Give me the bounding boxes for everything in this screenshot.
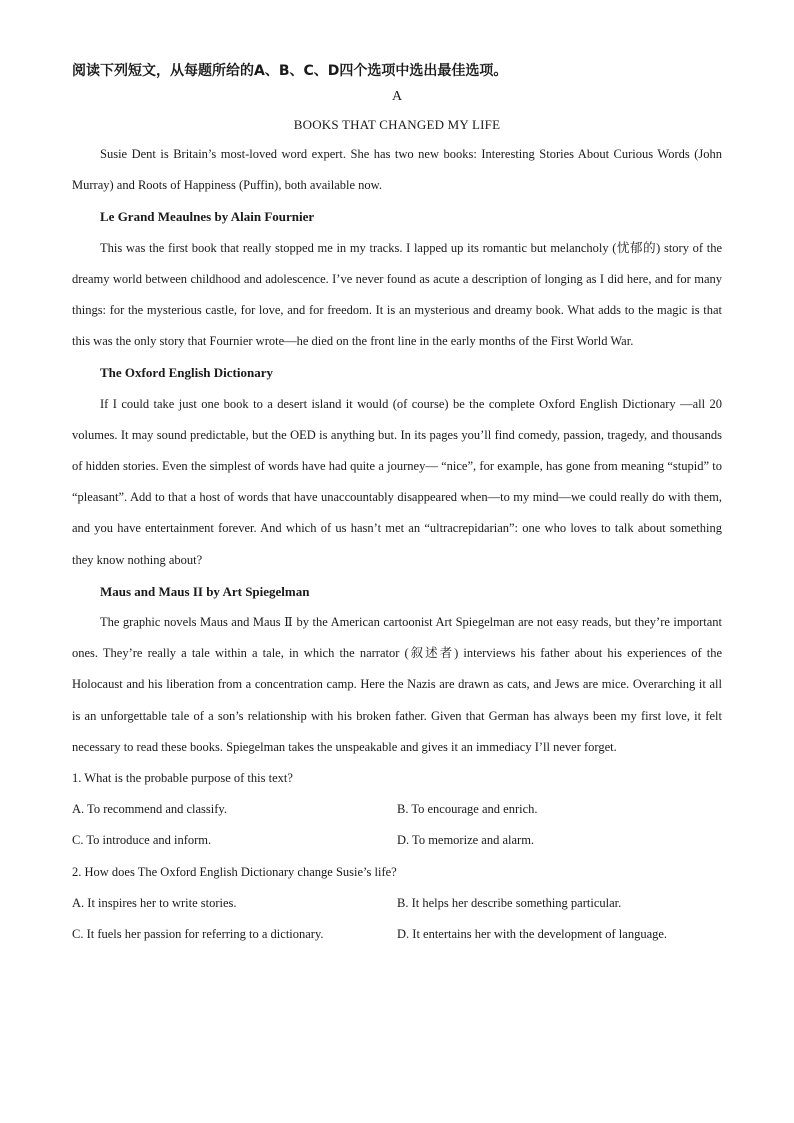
option-b: B. To encourage and enrich. xyxy=(397,802,538,817)
passage-title: BOOKS THAT CHANGED MY LIFE xyxy=(293,117,501,132)
book-heading: Maus and Maus II by Art Spiegelman xyxy=(100,583,310,599)
book-paragraph: This was the first book that really stopped me in my tracks. I lapped up its romantic but melancholy (忧郁的) story of the dreamy world between childhood and adolescence. I’ve never found as acute a description of longing as I did here, and for many things: for the mysterious castle, for love, and for freedom. It is an mysterious and dreamy book. What adds to the magic is that this was the only story that Fournier wrote—he died on the front line in the early months of the First World War. xyxy=(72,240,722,349)
option-d: D. It entertains her with the development of language. xyxy=(397,927,668,942)
book-paragraph: The graphic novels Maus and Maus Ⅱ by the American cartoonist Art Spiegelman are not easy reads, but they’re important ones. They’re really a tale within a tale, in which the narrator (叙述者) interviews his father about his experiences of the Holocaust and his liberation from a concentration camp. Here the Nazis are drawn as cats, and Jews are mice. Overarching it all is an unforgettable tale of a son’s relationship with his broken father. Given that German has always been my first love, it felt necessary to read these books. Spiegelman takes the unspeakable and gives it an immediacy I’ll never forget. xyxy=(72,615,722,754)
option-row xyxy=(72,794,722,825)
book-heading: The Oxford English Dictionary xyxy=(100,365,273,381)
instruction-text: 阅读下列短文，从每题所给的A、B、C、D四个选项中选出最佳选项。 xyxy=(72,63,508,79)
option-c: C. To introduce and inform. xyxy=(72,833,212,848)
option-a: A. It inspires her to write stories. xyxy=(72,895,237,910)
option-row xyxy=(72,919,722,950)
option-d: D. To memorize and alarm. xyxy=(397,833,535,848)
section-letter: A xyxy=(391,89,403,104)
book-heading: Le Grand Meaulnes by Alain Fournier xyxy=(100,209,315,225)
option-c: C. It fuels her passion for referring to a dictionary. xyxy=(72,927,324,942)
question-stem: 2. How does The Oxford English Dictionary change Susie’s life? xyxy=(72,864,397,879)
book-paragraph: If I could take just one book to a desert island it would (of course) be the complete Oxford English Dictionary —all 20 volumes. It may sound predictable, but the OED is anything but. In its pages you’ll find comedy, passion, tragedy, and thousands of hidden stories. Even the simplest of words have had quite a journey— “nice”, for example, has gone from meaning “stupid” to “pleasant”. Add to that a host of words that have unaccountably disappeared when—to my mind—we could really do with them, and you have entertainment forever. And which of us hasn’t met an “ultracrepidarian”: one who loves to talk about something they know nothing about? xyxy=(72,396,722,567)
option-row xyxy=(72,888,722,919)
option-b: B. It helps her describe something particular. xyxy=(397,895,622,910)
question-stem: 1. What is the probable purpose of this text? xyxy=(72,771,293,786)
option-row xyxy=(72,825,722,856)
intro-paragraph: Susie Dent is Britain’s most-loved word expert. She has two new books: Interesting Stories About Curious Words (John Murray) and Roots of Happiness (Puffin), both available now. xyxy=(72,147,722,193)
option-a: A. To recommend and classify. xyxy=(72,802,227,817)
document-page xyxy=(72,60,722,950)
